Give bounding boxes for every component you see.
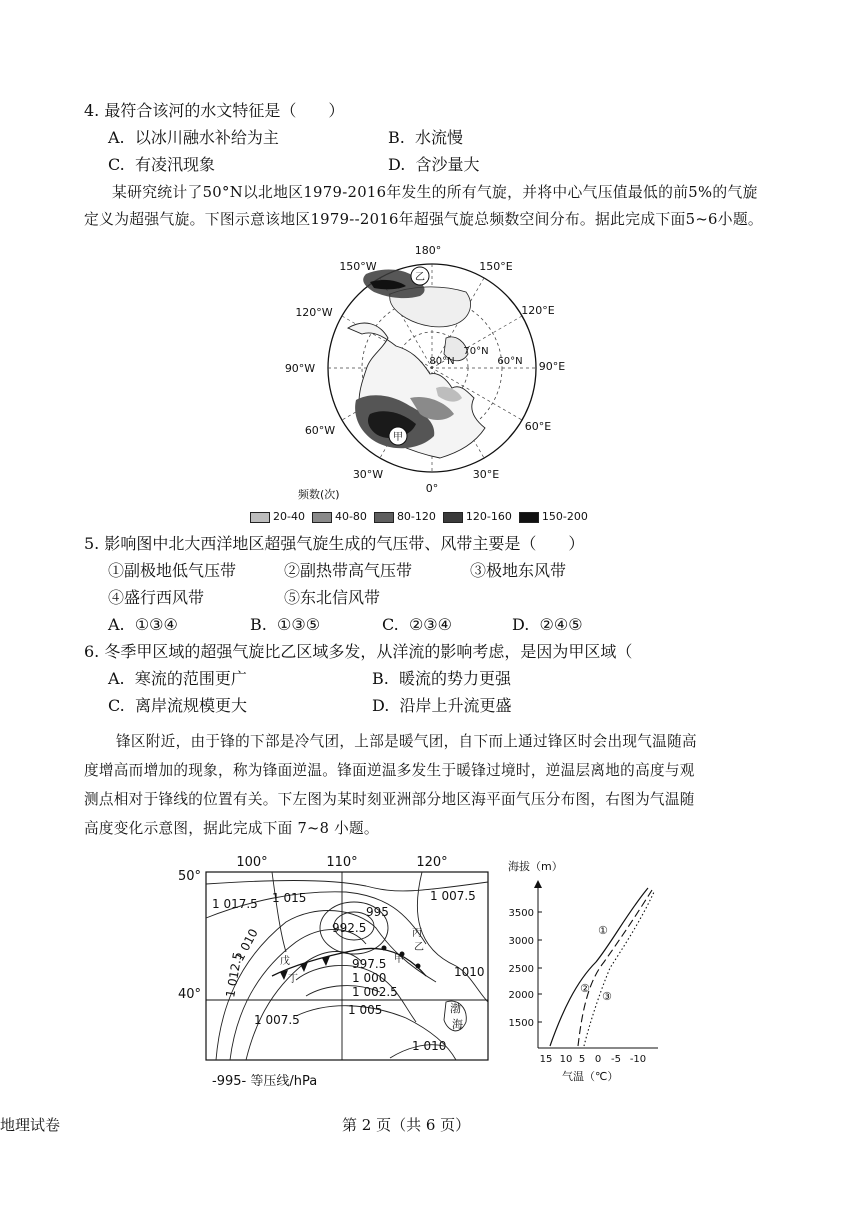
passage2-line4: 高度变化示意图，据此完成下面 7~8 小题。 — [84, 820, 379, 837]
legend-swatch — [312, 512, 332, 523]
pressure-map — [176, 852, 492, 1072]
place-wu: 戊 — [280, 956, 290, 967]
xtick: -10 — [629, 1054, 647, 1065]
q6-option-b: B. 暖流的势力更强 — [372, 669, 512, 688]
xtick: 10 — [559, 1054, 573, 1065]
curve-1 — [550, 888, 648, 1046]
xtick: 0 — [594, 1054, 602, 1065]
xtick: -5 — [611, 1054, 621, 1065]
legend-item: 40-80 — [312, 510, 367, 523]
isobar-label: 1 012.5 — [223, 950, 245, 999]
q4-option-a: A. 以冰川融水补给为主 — [108, 128, 279, 147]
isobar-label: 1 002.5 — [352, 985, 398, 999]
lon-100: 100° — [236, 855, 268, 870]
label-hai: 海 — [452, 1018, 463, 1031]
passage1-line2: 定义为超强气旋。下图示意该地区1979--2016年超强气旋总频数空间分布。据此完成下面5~6小题。 — [84, 211, 764, 228]
deg-120e: 120°E — [521, 304, 555, 317]
deg-30e: 30°E — [472, 468, 500, 481]
isobar-label: 1 010 — [412, 1039, 447, 1053]
curve-3 — [584, 892, 654, 1046]
deg-30w: 30°W — [352, 468, 384, 481]
temp-chart-ylabel: 海拔（m） — [508, 860, 563, 873]
legend-item: 80-120 — [374, 510, 436, 523]
lon-110: 110° — [326, 855, 358, 870]
q5-option-a: A. ①③④ — [108, 615, 178, 634]
q4-option-b: B. 水流慢 — [388, 128, 464, 147]
deg-90w: 90°W — [284, 362, 316, 375]
curve-label-1: ① — [598, 924, 608, 937]
label-bo: 渤 — [450, 1002, 461, 1015]
isobar-label: 1 000 — [352, 971, 387, 985]
place-ding: 丁 — [288, 974, 298, 985]
q5-item-3: ③极地东风带 — [470, 561, 567, 580]
q4-stem: 4. 最符合该河的水文特征是（ ） — [84, 101, 345, 120]
legend-swatch — [519, 512, 539, 523]
legend-item: 150-200 — [519, 510, 588, 523]
passage1-line1: 某研究统计了50°N以北地区1979-2016年发生的所有气旋，并将中心气压值最低的前5%的气旋 — [112, 184, 758, 201]
q4-option-c: C. 有凌汛现象 — [108, 155, 215, 174]
deg-90e: 90°E — [538, 360, 566, 373]
deg-60e: 60°E — [524, 420, 552, 433]
q5-item-2: ②副热带高气压带 — [284, 561, 413, 580]
q5-option-c: C. ②③④ — [382, 615, 452, 634]
ytick: 3500 — [508, 908, 534, 919]
lat-40: 40° — [178, 987, 202, 1002]
curve-2 — [578, 890, 652, 1046]
isobar-label: 1 015 — [272, 891, 307, 905]
curve-label-3: ③ — [602, 990, 612, 1003]
legend-swatch — [374, 512, 394, 523]
isobar-label: 995 — [366, 905, 389, 919]
isobar-label: 1 007.5 — [430, 889, 476, 903]
q6-stem: 6. 冬季甲区域的超强气旋比乙区域多发，从洋流的影响考虑，是因为甲区域（ — [84, 642, 633, 661]
deg-150e: 150°E — [479, 260, 513, 273]
ytick: 1500 — [508, 1018, 534, 1029]
deg-150w: 150°W — [339, 260, 377, 273]
ytick: 3000 — [508, 936, 534, 947]
xtick: 15 — [539, 1054, 553, 1065]
legend-item: 120-160 — [443, 510, 512, 523]
q5-item-4: ④盛行西风带 — [108, 588, 205, 607]
lat-80n: 80°N — [429, 356, 455, 367]
legend-item: 20-40 — [250, 510, 305, 523]
q5-item-5: ⑤东北信风带 — [284, 588, 381, 607]
q6-option-a: A. 寒流的范围更广 — [108, 669, 247, 688]
isobar-label: 992.5 — [332, 921, 367, 935]
xtick: 5 — [578, 1054, 586, 1065]
lat-50: 50° — [178, 869, 202, 884]
isobar-label: 1 017.5 — [212, 897, 258, 911]
lon-120: 120° — [416, 855, 448, 870]
ytick: 2000 — [508, 990, 534, 1001]
isobar-label: 1 010 — [232, 926, 261, 964]
isobar-label: 1 007.5 — [254, 1013, 300, 1027]
polar-legend — [250, 510, 588, 523]
q6-option-c: C. 离岸流规模更大 — [108, 696, 247, 715]
deg-120w: 120°W — [295, 306, 333, 319]
passage2-line3: 测点相对于锋线的位置有关。下左图为某时刻亚洲部分地区海平面气压分布图，右图为气温随 — [84, 791, 695, 808]
temp-chart-xlabel: 气温（℃） — [562, 1070, 619, 1083]
legend-swatch — [443, 512, 463, 523]
footer-subject: 地理试卷 — [0, 1116, 61, 1134]
passage2-line1: 锋区附近，由于锋的下部是冷气团，上部是暖气团，自下而上通过锋区时会出现气温随高 — [116, 733, 697, 750]
curve-label-2: ② — [580, 982, 590, 995]
q6-option-d: D. 沿岸上升流更盛 — [372, 696, 512, 715]
passage2-line2: 度增高而增加的现象，称为锋面逆温。锋面逆温多发生于暖锋过境时，逆温层离地的高度与观 — [84, 762, 695, 779]
lat-70n: 70°N — [463, 346, 489, 357]
footer-page-number: 第 2 页（共 6 页） — [342, 1116, 471, 1134]
lat-60n: 60°N — [497, 356, 523, 367]
q5-option-b: B. ①③⑤ — [250, 615, 321, 634]
polar-cyclone-map — [270, 238, 590, 500]
place-yi: 乙 — [414, 942, 424, 953]
isobar-label: 997.5 — [352, 957, 387, 971]
place-bing: 丙 — [412, 928, 422, 939]
temp-height-chart — [500, 852, 666, 1084]
legend-title: 频数(次) — [298, 488, 340, 501]
q5-option-d: D. ②④⑤ — [512, 615, 583, 634]
q5-stem: 5. 影响图中北大西洋地区超强气旋生成的气压带、风带主要是（ ） — [84, 534, 585, 553]
label-yi: 乙 — [415, 272, 425, 283]
deg-0: 0° — [425, 482, 439, 495]
deg-60w: 60°W — [304, 424, 336, 437]
place-jia: 甲 — [394, 954, 404, 965]
q4-option-d: D. 含沙量大 — [388, 155, 480, 174]
label-jia: 甲 — [393, 432, 403, 443]
isobar-label: 1010 — [454, 965, 485, 979]
q5-item-1: ①副极地低气压带 — [108, 561, 237, 580]
deg-180: 180° — [414, 244, 442, 257]
isobar-label: 1 005 — [348, 1003, 383, 1017]
legend-swatch — [250, 512, 270, 523]
ytick: 2500 — [508, 964, 534, 975]
pressure-map-legend: -995- 等压线/hPa — [212, 1074, 318, 1089]
